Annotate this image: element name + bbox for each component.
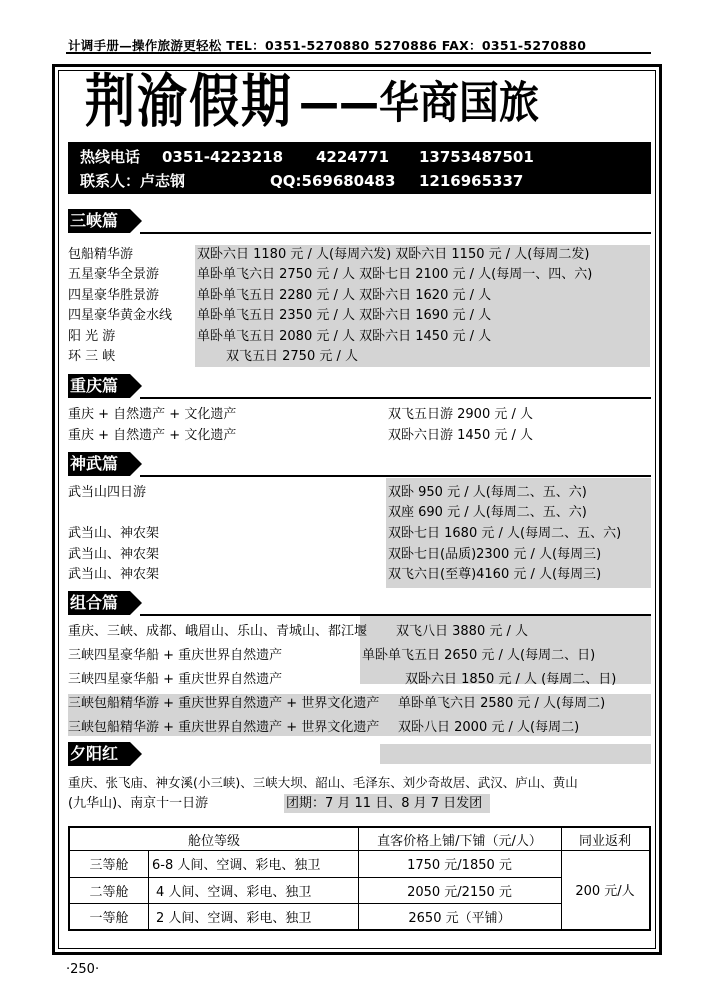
- chongqing-row-price: 双卧六日游 1450 元 / 人: [388, 428, 533, 443]
- sanxia-row-name: 环 三 峡: [68, 349, 116, 364]
- section-rule: [140, 232, 651, 234]
- zuhe-row-name: 三峡包船精华游 + 重庆世界自然遗产 + 世界文化遗产: [68, 720, 380, 735]
- table-cell-desc: 2 人间、空调、彩电、独卫: [156, 910, 312, 926]
- zuhe-row-price: 单卧单飞六日 2580 元 / 人(每周二): [398, 696, 606, 711]
- zuhe-row-price: 双飞八日 3880 元 / 人: [396, 624, 528, 639]
- table-cell-grade: 二等舱: [89, 884, 129, 900]
- xiyang-route-line2: (九华山)、南京十一日游: [68, 796, 209, 811]
- xiyang-group-dates: 团期：7 月 11 日、8 月 7 日发团: [286, 796, 483, 811]
- sanxia-row-price: 单卧单飞五日 2080 元 / 人 双卧六日 1450 元 / 人: [197, 329, 492, 344]
- contact-block: [68, 142, 651, 194]
- sanxia-row-name: 包船精华游: [68, 247, 134, 262]
- shenwu-row-name: 武当山、神农架: [68, 547, 160, 562]
- page-header: 计调手册—操作旅游更轻松 TEL：0351-5270880 5270886 FAX：0351-5270880: [68, 38, 587, 52]
- ad-title-sub: ——华商国旅: [299, 77, 539, 129]
- section-zuhe-label: 组合篇: [70, 593, 119, 612]
- sanxia-row-price: 单卧单飞五日 2280 元 / 人 双卧六日 1620 元 / 人: [197, 288, 492, 303]
- contact-row-hotline: [80, 145, 640, 169]
- xiyanghong-heading-shade: [380, 744, 651, 764]
- chongqing-row-name: 重庆 + 自然遗产 + 文化遗产: [68, 407, 237, 422]
- section-sanxia-heading: [68, 209, 130, 233]
- sanxia-row-price: 双飞五日 2750 元 / 人: [226, 349, 358, 364]
- zuhe-row-price: 双卧六日 1850 元 / 人 (每周二、日): [405, 672, 617, 687]
- section-sanxia-label: 三峡篇: [70, 211, 119, 230]
- zuhe-row-name: 三峡四星豪华船 + 重庆世界自然遗产: [68, 648, 283, 663]
- section-chongqing-label: 重庆篇: [70, 376, 119, 395]
- section-xiyanghong-heading: [68, 742, 130, 766]
- hotline-1: 0351-4223218: [162, 148, 284, 166]
- shenwu-row-price: 双卧 950 元 / 人(每周二、五、六): [388, 485, 587, 500]
- table-cell-grade: 一等舱: [89, 910, 129, 926]
- zuhe-row-name: 三峡四星豪华船 + 重庆世界自然遗产: [68, 672, 283, 687]
- section-arrow: [130, 591, 142, 615]
- shenwu-row-price: 双卧七日 1680 元 / 人(每周二、五、六): [388, 526, 622, 541]
- hotline-3: 13753487501: [419, 148, 534, 166]
- zuhe-row-name: 重庆、三峡、成都、峨眉山、乐山、青城山、都江堰: [68, 624, 368, 639]
- table-header-price: 直客价格上铺/下铺（元/人）: [377, 833, 542, 849]
- shenwu-row-name: 武当山、神农架: [68, 567, 160, 582]
- header-divider: [66, 52, 651, 54]
- shenwu-row-price: 双座 690 元 / 人(每周二、五、六): [388, 505, 587, 520]
- section-shenwu-label: 神武篇: [70, 454, 119, 473]
- section-chongqing-heading: [68, 374, 130, 398]
- zuhe-row-name: 三峡包船精华游 + 重庆世界自然遗产 + 世界文化遗产: [68, 696, 380, 711]
- section-xiyanghong-label: 夕阳红: [70, 744, 119, 763]
- table-cell-price: 2650 元（平铺）: [408, 910, 511, 926]
- table-header-rebate: 同业返利: [578, 833, 631, 849]
- shenwu-row-price: 双卧七日(品质)2300 元 / 人(每周三): [388, 547, 602, 562]
- zuhe-row-price: 单卧单飞五日 2650 元 / 人(每周二、日): [362, 648, 596, 663]
- section-arrow: [130, 742, 142, 766]
- table-header-grade: 舱位等级: [187, 833, 240, 849]
- contact-qq: QQ:569680483: [270, 172, 396, 190]
- sanxia-row-price: 单卧单飞五日 2350 元 / 人 双卧六日 1690 元 / 人: [197, 308, 492, 323]
- sanxia-row-name: 五星豪华全景游: [68, 267, 160, 282]
- section-arrow: [130, 374, 142, 398]
- table-cell-rebate: 200 元/人: [575, 884, 635, 899]
- sanxia-row-price: 双卧六日 1180 元 / 人(每周六发) 双卧六日 1150 元 / 人(每周二发): [197, 247, 590, 262]
- hotline-label: 热线电话: [80, 148, 141, 166]
- section-rule: [140, 397, 651, 399]
- section-rule: [140, 475, 651, 477]
- table-cell-price: 1750 元/1850 元: [407, 858, 512, 873]
- table-cell-price: 2050 元/2150 元: [407, 884, 512, 900]
- xiyang-route-line1: 重庆、张飞庙、神女溪(小三峡)、三峡大坝、韶山、毛泽东、刘少奇故居、武汉、庐山、黄山: [68, 775, 578, 790]
- contact-mobile: 1216965337: [419, 172, 524, 190]
- sanxia-row-name: 四星豪华胜景游: [68, 288, 160, 303]
- chongqing-row-name: 重庆 + 自然遗产 + 文化遗产: [68, 428, 237, 443]
- ad-title: [85, 68, 539, 136]
- zuhe-row-price: 双卧八日 2000 元 / 人(每周二): [398, 720, 580, 735]
- section-arrow: [130, 452, 142, 476]
- chongqing-row-price: 双飞五日游 2900 元 / 人: [388, 407, 533, 422]
- sanxia-row-name: 四星豪华黄金水线: [68, 308, 173, 323]
- shenwu-row-price: 双飞六日(至尊)4160 元 / 人(每周三): [388, 567, 602, 582]
- cabin-price-table: [68, 826, 651, 931]
- ad-title-main: 荆渝假期: [85, 68, 293, 135]
- sanxia-row-price: 单卧单飞六日 2750 元 / 人 双卧七日 2100 元 / 人(每周一、四、六): [197, 267, 593, 282]
- page-number: ·250·: [66, 962, 100, 977]
- table-cell-desc: 6-8 人间、空调、彩电、独卫: [152, 858, 321, 873]
- section-shenwu-heading: [68, 452, 130, 476]
- section-zuhe-heading: [68, 591, 130, 615]
- contact-person: 联系人：卢志钢: [80, 172, 186, 190]
- hotline-2: 4224771: [316, 148, 390, 166]
- table-cell-desc: 4 人间、空调、彩电、独卫: [156, 884, 312, 900]
- contact-row-person: [80, 169, 640, 193]
- shenwu-row-name: 武当山、神农架: [68, 526, 160, 541]
- shenwu-row-name: 武当山四日游: [68, 485, 147, 500]
- table-cell-grade: 三等舱: [89, 858, 129, 873]
- sanxia-row-name: 阳 光 游: [68, 329, 116, 344]
- section-arrow: [130, 209, 142, 233]
